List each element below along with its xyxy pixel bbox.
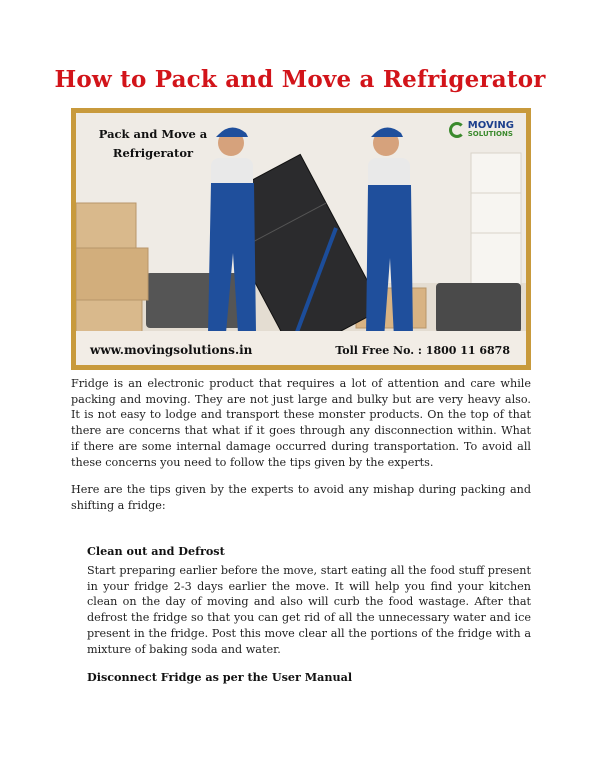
section-body: Start preparing earlier before the move, start eating all the food stuff present in your fridge 2-3 days earlier the move. It will help you find your kitchen clean on the day of moving and also will curb the food wastage. After that defrost the fridge so that you can get rid of all the unnecessary water and ice present in the fridge. Post this move clear all the portions of the fridge with a mixture of baking soda and water.: [87, 564, 531, 656]
section-heading: Clean out and Defrost: [87, 544, 225, 558]
cardboard-box: [76, 248, 148, 300]
banner-website: www.movingsolutions.in: [90, 343, 253, 357]
banner-phone: Toll Free No. : 1800 11 6878: [335, 344, 510, 357]
section-heading: Disconnect Fridge as per the User Manual: [87, 670, 353, 684]
logo-text-line1: MOVING: [467, 120, 514, 131]
intro-paragraph: Fridge is an electronic product that requires a lot of attention and care while packing and moving. They are not just large and bulky but are very heavy also. It is not easy to lodge and transport these monster products. On the top of that there are concerns that what if it goes through any disconnection within. What if there are some internal damage occurred during transportation. To avoid all these concerns you need to follow the tips given by the experts.: [71, 377, 531, 469]
logo-arrow-icon: [449, 122, 465, 138]
banner-caption: Pack and Move a Refrigerator: [98, 127, 208, 160]
cardboard-box: [76, 203, 136, 248]
tips-intro-paragraph: Here are the tips given by the experts to avoid any mishap during packing and shifting a fridge:: [71, 483, 531, 512]
hero-banner-image: [71, 108, 531, 370]
moving-solutions-logo: [449, 121, 514, 139]
logo-text-line2: SOLUTIONS: [467, 130, 513, 138]
page-title: How to Pack and Move a Refrigerator: [54, 66, 546, 93]
